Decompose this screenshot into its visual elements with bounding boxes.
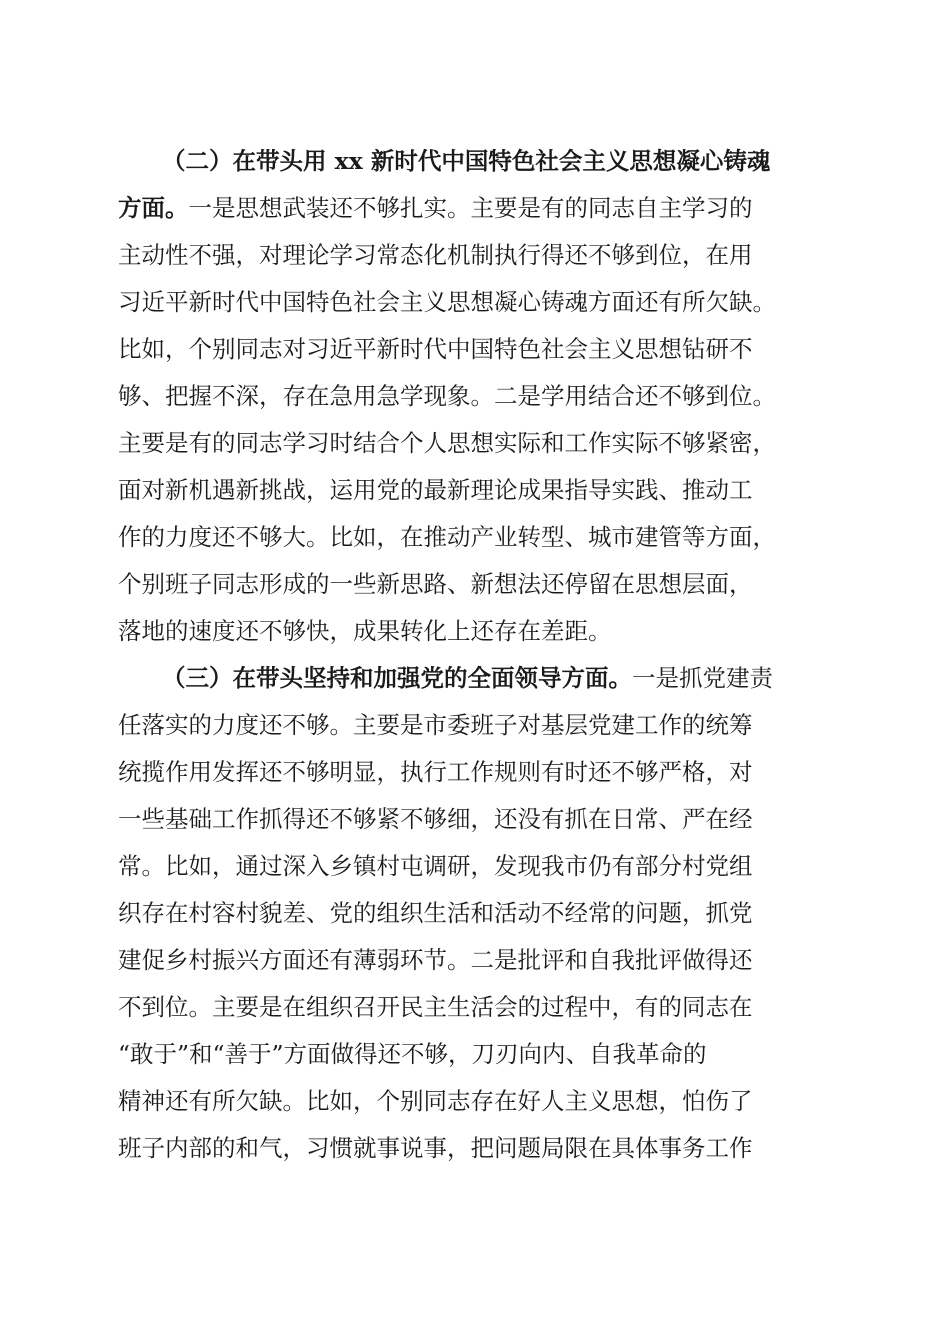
body-text: 统揽作用发挥还不够明显，执行工作规则有时还不够严格，对 — [118, 758, 753, 786]
text-line — [118, 851, 753, 881]
text-line — [118, 193, 753, 223]
body-text: “敢于”和“善于”方面做得还不够，刀刃向内、自我革命的 — [118, 1040, 707, 1068]
text-line — [118, 1086, 753, 1116]
body-text: 织存在村容村貌差、党的组织生活和活动不经常的问题，抓党 — [118, 899, 753, 927]
text-line — [118, 804, 753, 834]
text-line — [162, 663, 773, 693]
text-line — [118, 710, 753, 740]
body-text: 常。比如，通过深入乡镇村屯调研，发现我市仍有部分村党组 — [118, 852, 753, 880]
body-text: 主动性不强，对理论学习常态化机制执行得还不够到位，在用 — [118, 241, 753, 269]
body-text: 精神还有所欠缺。比如，个别同志存在好人主义思想，怕伤了 — [118, 1087, 753, 1115]
body-text: 一是思想武装还不够扎实。主要是有的同志自主学习的 — [188, 194, 753, 222]
body-text: 个别班子同志形成的一些新思路、新想法还停留在思想层面， — [118, 570, 753, 598]
text-line — [118, 1133, 753, 1163]
text-line — [118, 522, 776, 552]
body-text: 建促乡村振兴方面还有薄弱环节。二是批评和自我批评做得还 — [118, 946, 753, 974]
text-line — [118, 992, 753, 1022]
text-line — [118, 616, 612, 646]
section-heading: 方面。 — [118, 194, 189, 222]
body-text: 任落实的力度还不够。主要是市委班子对基层党建工作的统筹 — [118, 711, 753, 739]
text-line — [118, 945, 753, 975]
text-line — [118, 475, 753, 505]
section-heading: （三）在带头坚持和加强党的全面领导方面。 — [162, 664, 632, 692]
body-text: 落地的速度还不够快，成果转化上还存在差距。 — [118, 617, 612, 645]
body-text: 比如，个别同志对习近平新时代中国特色社会主义思想钻研不 — [118, 335, 753, 363]
text-line — [118, 287, 776, 317]
body-text: 够、把握不深，存在急用急学现象。二是学用结合还不够到位。 — [118, 382, 776, 410]
text-line — [118, 240, 753, 270]
body-text: 作的力度还不够大。比如，在推动产业转型、城市建管等方面， — [118, 523, 776, 551]
body-text: 不到位。主要是在组织召开民主生活会的过程中，有的同志在 — [118, 993, 753, 1021]
text-line — [118, 1039, 707, 1069]
text-line — [118, 569, 753, 599]
text-line — [118, 381, 776, 411]
text-line — [162, 146, 770, 176]
section-heading: （二）在带头用 xx 新时代中国特色社会主义思想凝心铸魂 — [162, 147, 771, 175]
body-text: 主要是有的同志学习时结合个人思想实际和工作实际不够紧密， — [118, 429, 776, 457]
text-line — [118, 428, 776, 458]
body-text: 一些基础工作抓得还不够紧不够细，还没有抓在日常、严在经 — [118, 805, 753, 833]
text-line — [118, 757, 753, 787]
body-text: 习近平新时代中国特色社会主义思想凝心铸魂方面还有所欠缺。 — [118, 288, 776, 316]
body-text: 一是抓党建责 — [632, 664, 773, 692]
body-text: 班子内部的和气，习惯就事说事，把问题局限在具体事务工作 — [118, 1134, 753, 1162]
text-line — [118, 898, 753, 928]
body-text: 面对新机遇新挑战，运用党的最新理论成果指导实践、推动工 — [118, 476, 753, 504]
text-line — [118, 334, 753, 364]
